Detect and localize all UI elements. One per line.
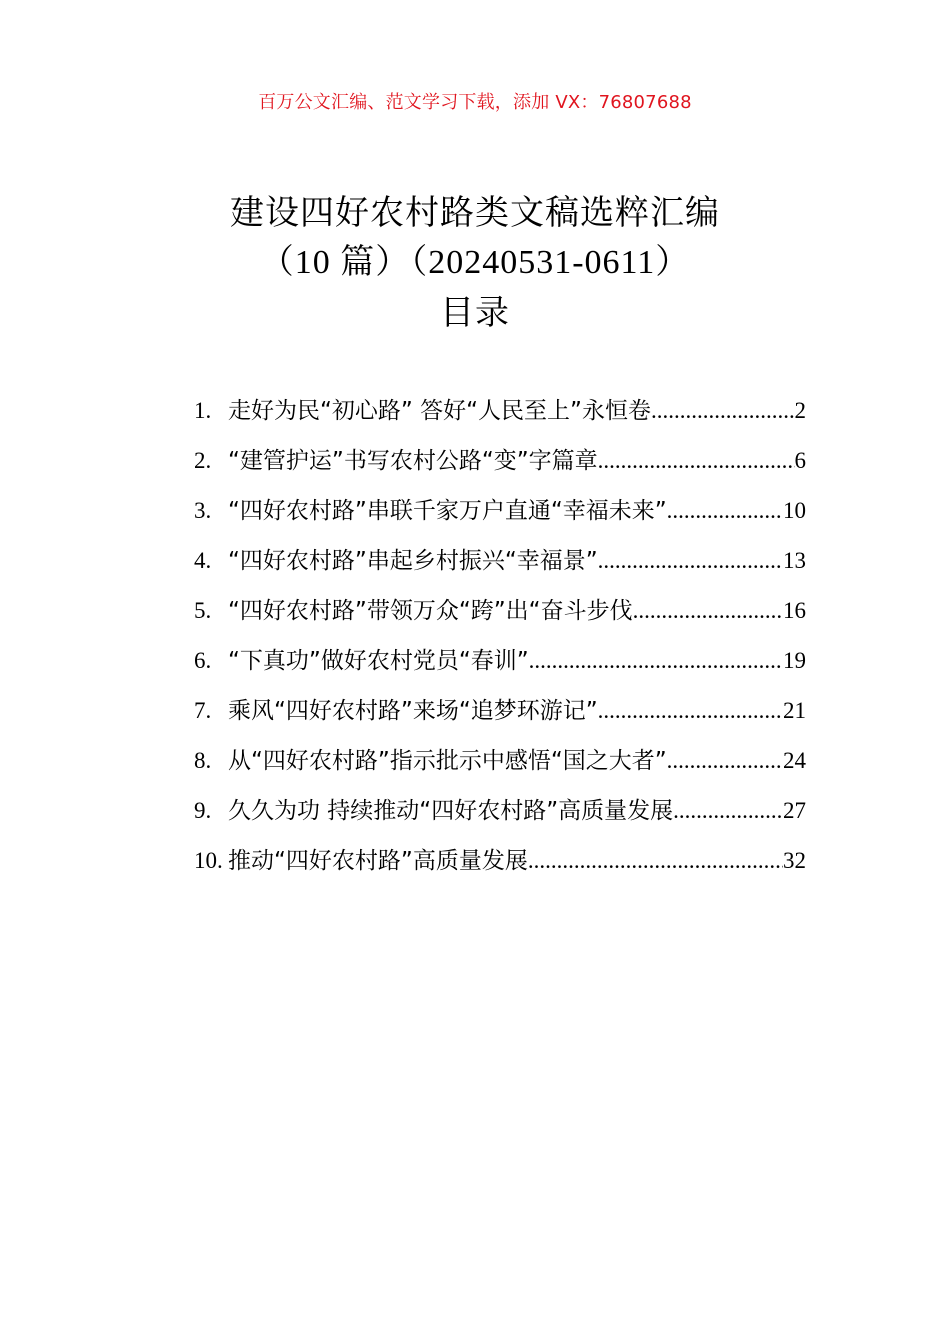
toc-entry-page: 32 xyxy=(783,848,806,873)
toc-entry-page: 2 xyxy=(794,398,806,423)
toc-entry[interactable] xyxy=(194,842,806,892)
toc-entry-title: 久久为功 持续推动“四好农村路”高质量发展 xyxy=(228,798,674,824)
toc-leader-dots xyxy=(651,398,795,424)
toc-entry-number: 9. xyxy=(194,798,212,823)
toc-entry[interactable] xyxy=(194,692,806,742)
toc-entry[interactable] xyxy=(194,492,806,542)
toc-entry-number: 2. xyxy=(194,448,212,473)
toc-leader-dots xyxy=(529,648,783,674)
toc-entry-number: 1. xyxy=(194,398,212,423)
toc-entry-page: 27 xyxy=(783,798,806,823)
toc-entry-title: “四好农村路”带领万众“跨”出“奋斗步伐 xyxy=(228,598,633,624)
toc-entry-number: 3. xyxy=(194,498,212,523)
toc-entry-title: “四好农村路”串联千家万户直通“幸福未来” xyxy=(228,498,667,524)
header-promo-note: 百万公文汇编、范文学习下载，添加 VX：76807688 xyxy=(258,92,692,113)
toc-entry-page: 10 xyxy=(783,498,806,523)
toc-entry-title: “四好农村路”串起乡村振兴“幸福景” xyxy=(228,548,598,574)
toc-entry-page: 24 xyxy=(783,748,806,773)
toc-entry-title: 推动“四好农村路”高质量发展 xyxy=(228,848,528,874)
document-title: 建设四好农村路类文稿选粹汇编 xyxy=(230,193,720,233)
title-block xyxy=(0,188,950,338)
toc-entry-page: 16 xyxy=(783,598,806,623)
toc-entry-title: “建管护运”书写农村公路“变”字篇章 xyxy=(228,448,598,474)
toc-entry-number: 7. xyxy=(194,698,212,723)
toc-entry-page: 13 xyxy=(783,548,806,573)
toc-entry-title: 走好为民“初心路” 答好“人民至上”永恒卷 xyxy=(228,398,651,424)
toc-leader-dots xyxy=(598,548,783,574)
toc-entry-number: 8. xyxy=(194,748,212,773)
toc-leader-dots xyxy=(633,598,783,624)
table-of-contents xyxy=(194,392,806,892)
toc-entry[interactable] xyxy=(194,392,806,442)
toc-entry-number: 6. xyxy=(194,648,212,673)
toc-heading: 目录 xyxy=(440,293,510,333)
toc-entry[interactable] xyxy=(194,742,806,792)
toc-entry-page: 6 xyxy=(794,448,806,473)
toc-entry[interactable] xyxy=(194,542,806,592)
toc-entry-title: “下真功”做好农村党员“春训” xyxy=(228,648,529,674)
toc-entry-page: 19 xyxy=(783,648,806,673)
toc-entry-number: 5. xyxy=(194,598,212,623)
toc-entry-title: 从“四好农村路”指示批示中感悟“国之大者” xyxy=(228,748,667,774)
document-subtitle: （10 篇）（20240531-0611） xyxy=(259,244,691,281)
toc-entry[interactable] xyxy=(194,792,806,842)
toc-entry-title: 乘风“四好农村路”来场“追梦环游记” xyxy=(228,698,598,724)
toc-leader-dots xyxy=(673,798,783,824)
toc-leader-dots xyxy=(667,748,783,774)
toc-entry-number: 4. xyxy=(194,548,212,573)
toc-entry[interactable] xyxy=(194,442,806,492)
toc-leader-dots xyxy=(528,848,783,874)
toc-leader-dots xyxy=(598,698,783,724)
toc-leader-dots xyxy=(598,448,795,474)
toc-entry-number: 10. xyxy=(194,848,223,873)
toc-entry-page: 21 xyxy=(783,698,806,723)
toc-entry[interactable] xyxy=(194,592,806,642)
toc-entry[interactable] xyxy=(194,642,806,692)
toc-leader-dots xyxy=(667,498,783,524)
